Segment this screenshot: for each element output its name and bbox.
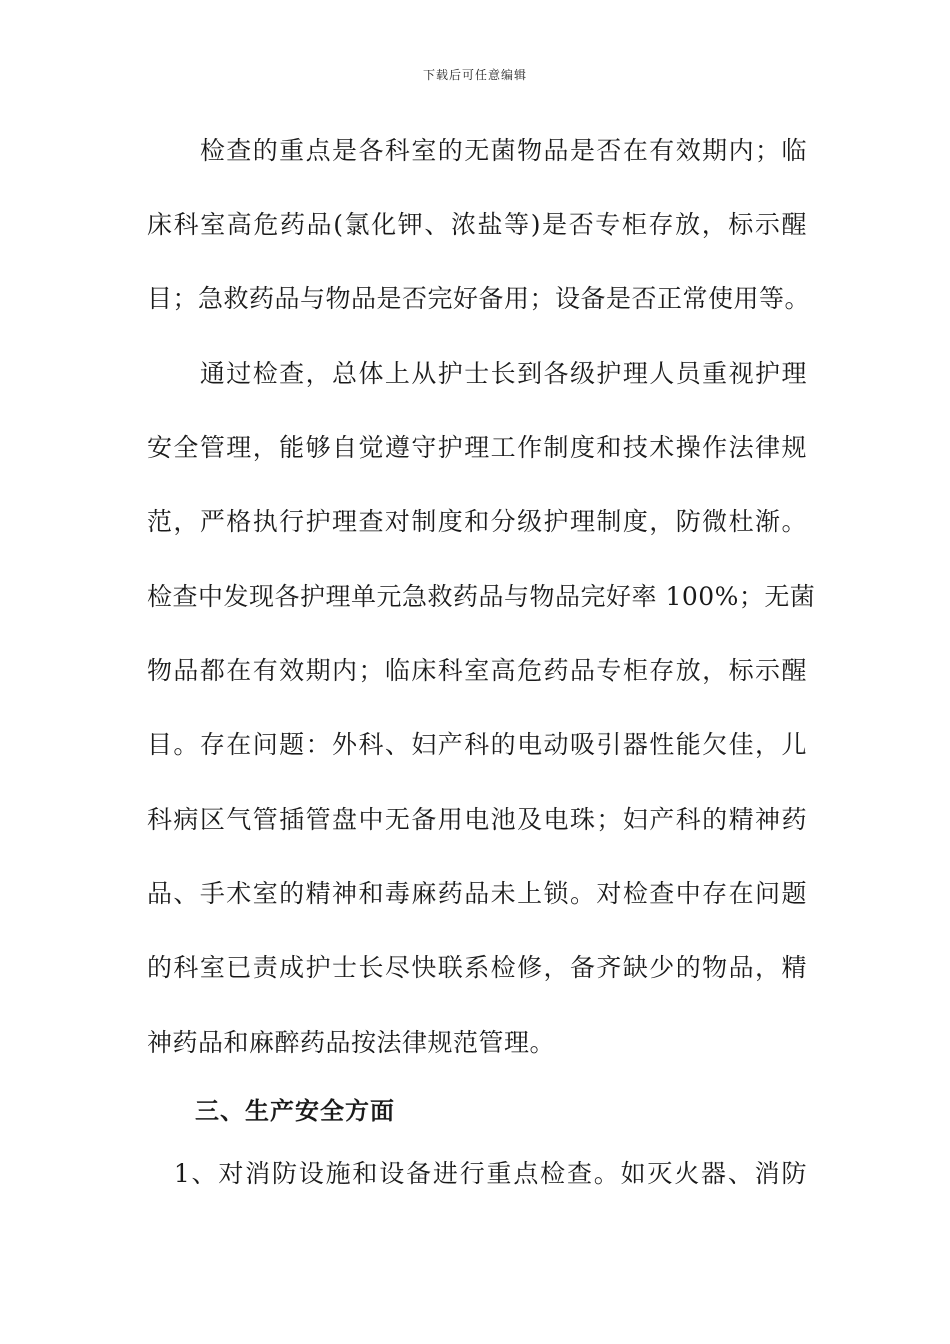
paragraph-2-line-3: 范，严格执行护理查对制度和分级护理制度，防微杜渐。 [147, 507, 807, 536]
header-note: 下载后可任意编辑 [422, 68, 527, 82]
paragraph-2-line-9: 的科室已责成护士长尽快联系检修，备齐缺少的物品，精 [147, 953, 807, 982]
section-heading: 三、生产安全方面 [195, 1097, 395, 1125]
paragraph-2-line-2: 安全管理，能够自觉遵守护理工作制度和技术操作法律规 [147, 433, 807, 462]
paragraph-2-line-8: 品、手术室的精神和毒麻药品未上锁。对检查中存在问题 [147, 879, 807, 908]
paragraph-2-line-10: 神药品和麻醉药品按法律规范管理。 [147, 1028, 556, 1057]
paragraph-2-line-6: 目。存在问题：外科、妇产科的电动吸引器性能欠佳，儿 [147, 730, 807, 759]
paragraph-1-line-2: 床科室高危药品(氯化钾、浓盐等)是否专柜存放，标示醒 [147, 210, 807, 239]
paragraph-2-line-4: 检查中发现各护理单元急救药品与物品完好率 100%；无菌 [147, 582, 816, 611]
paragraph-2-line-5: 物品都在有效期内；临床科室高危药品专柜存放，标示醒 [147, 656, 807, 685]
paragraph-2-line-1: 通过检查，总体上从护士长到各级护理人员重视护理 [147, 359, 807, 388]
paragraph-3-line-1: 1、对消防设施和设备进行重点检查。如灭火器、消防 [147, 1159, 807, 1188]
paragraph-1-line-1: 检查的重点是各科室的无菌物品是否在有效期内；临 [147, 136, 807, 165]
paragraph-2-line-7: 科病区气管插管盘中无备用电池及电珠；妇产科的精神药 [147, 805, 807, 834]
paragraph-1-line-3: 目；急救药品与物品是否完好备用；设备是否正常使用等。 [147, 284, 811, 313]
